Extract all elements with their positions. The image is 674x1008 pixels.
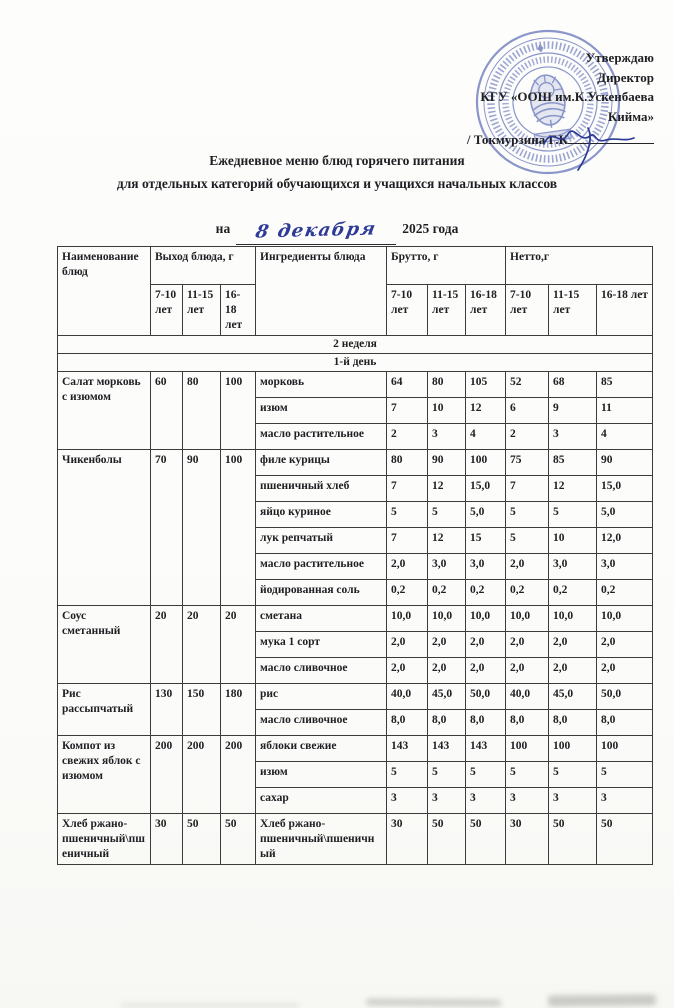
ingredient-name-cell: изюм	[256, 761, 387, 787]
output-value-cell: 30	[151, 813, 183, 864]
output-value-cell: 100	[221, 371, 256, 449]
output-value-cell: 50	[183, 813, 221, 864]
brutto-value-cell: 40,0	[387, 683, 428, 709]
ingredient-row	[58, 813, 653, 864]
netto-value-cell: 5	[549, 501, 597, 527]
header-age-group: 7-10 лет	[151, 285, 183, 336]
netto-value-cell: 30	[506, 813, 549, 864]
brutto-value-cell: 10	[428, 397, 466, 423]
title-line-1: Ежедневное меню блюд горячего питания	[209, 153, 465, 168]
netto-value-cell: 10,0	[506, 605, 549, 631]
dish-name-cell: Чикенболы	[58, 449, 151, 605]
netto-value-cell: 3	[506, 787, 549, 813]
netto-value-cell: 5	[597, 761, 653, 787]
approval-line: КГУ «ООШ им.К.Ускенбаева	[480, 89, 654, 104]
output-value-cell: 200	[221, 735, 256, 813]
output-value-cell: 200	[151, 735, 183, 813]
ingredient-name-cell: яблоки свежие	[256, 735, 387, 761]
netto-value-cell: 2,0	[506, 553, 549, 579]
brutto-value-cell: 3	[387, 787, 428, 813]
netto-value-cell: 11	[597, 397, 653, 423]
netto-value-cell: 0,2	[597, 579, 653, 605]
ingredient-name-cell: Хлеб ржано-пшеничный\пшеничный	[256, 813, 387, 864]
ingredient-name-cell: изюм	[256, 397, 387, 423]
menu-table	[57, 246, 653, 865]
output-value-cell: 20	[151, 605, 183, 683]
netto-value-cell: 3	[549, 423, 597, 449]
brutto-value-cell: 45,0	[428, 683, 466, 709]
output-value-cell: 70	[151, 449, 183, 605]
netto-value-cell: 2,0	[597, 631, 653, 657]
dish-name-cell: Соус сметанный	[58, 605, 151, 683]
header-age-group: 16-18 лет	[466, 285, 506, 336]
brutto-value-cell: 15,0	[466, 475, 506, 501]
header-netto: Нетто,г	[506, 247, 653, 285]
brutto-value-cell: 5	[428, 501, 466, 527]
ingredient-name-cell: сахар	[256, 787, 387, 813]
header-age-group: 16-18 лет	[597, 285, 653, 336]
brutto-value-cell: 5	[387, 761, 428, 787]
dish-name-cell: Хлеб ржано-пшеничный\пшеничный	[58, 813, 151, 864]
ingredient-row	[58, 605, 653, 631]
output-value-cell: 50	[221, 813, 256, 864]
netto-value-cell: 2,0	[506, 631, 549, 657]
handwritten-date: 8 декабря	[254, 218, 379, 243]
ingredient-row	[58, 449, 653, 475]
netto-value-cell: 5	[506, 527, 549, 553]
brutto-value-cell: 30	[387, 813, 428, 864]
netto-value-cell: 2,0	[597, 657, 653, 683]
header-age-group: 11-15 лет	[183, 285, 221, 336]
approval-line: Директор	[597, 69, 654, 85]
netto-value-cell: 75	[506, 449, 549, 475]
day-row	[58, 353, 653, 371]
date-line	[0, 213, 674, 245]
netto-value-cell: 10	[549, 527, 597, 553]
brutto-value-cell: 10,0	[428, 605, 466, 631]
brutto-value-cell: 2,0	[466, 657, 506, 683]
brutto-value-cell: 3,0	[466, 553, 506, 579]
netto-value-cell: 7	[506, 475, 549, 501]
brutto-value-cell: 8,0	[466, 709, 506, 735]
netto-value-cell: 85	[549, 449, 597, 475]
scan-smudge	[366, 999, 501, 1007]
brutto-value-cell: 3	[466, 787, 506, 813]
ingredient-name-cell: сметана	[256, 605, 387, 631]
netto-value-cell: 15,0	[597, 475, 653, 501]
netto-value-cell: 100	[549, 735, 597, 761]
signature-line	[568, 143, 654, 144]
week-row-label: 2 неделя	[58, 335, 653, 353]
brutto-value-cell: 10,0	[387, 605, 428, 631]
header-brutto: Брутто, г	[387, 247, 506, 285]
approval-line: Кийма»	[607, 108, 654, 124]
brutto-value-cell: 12	[428, 475, 466, 501]
netto-value-cell: 4	[597, 423, 653, 449]
output-value-cell: 20	[221, 605, 256, 683]
brutto-value-cell: 5	[387, 501, 428, 527]
brutto-value-cell: 2,0	[387, 657, 428, 683]
scan-smudge	[548, 994, 656, 1006]
output-value-cell: 80	[183, 371, 221, 449]
ingredient-name-cell: филе курицы	[256, 449, 387, 475]
netto-value-cell: 3,0	[549, 553, 597, 579]
brutto-value-cell: 0,2	[466, 579, 506, 605]
header-age-group: 16-18 лет	[221, 285, 256, 336]
brutto-value-cell: 2	[387, 423, 428, 449]
brutto-value-cell: 15	[466, 527, 506, 553]
netto-value-cell: 8,0	[597, 709, 653, 735]
netto-value-cell: 0,2	[506, 579, 549, 605]
brutto-value-cell: 12	[428, 527, 466, 553]
ingredient-name-cell: мука 1 сорт	[256, 631, 387, 657]
ingredient-row	[58, 735, 653, 761]
output-value-cell: 20	[183, 605, 221, 683]
ingredient-name-cell: пшеничный хлеб	[256, 475, 387, 501]
header-age-group: 7-10 лет	[387, 285, 428, 336]
netto-value-cell: 5,0	[597, 501, 653, 527]
day-row-label: 1-й день	[58, 353, 653, 371]
brutto-value-cell: 0,2	[428, 579, 466, 605]
brutto-value-cell: 2,0	[387, 631, 428, 657]
approval-line: Утверждаю	[585, 50, 654, 65]
netto-value-cell: 2,0	[549, 631, 597, 657]
brutto-value-cell: 64	[387, 371, 428, 397]
netto-value-cell: 100	[506, 735, 549, 761]
header-age-group: 11-15 лет	[428, 285, 466, 336]
ingredient-name-cell: масло сливочное	[256, 709, 387, 735]
brutto-value-cell: 4	[466, 423, 506, 449]
brutto-value-cell: 50,0	[466, 683, 506, 709]
header-age-group: 11-15 лет	[549, 285, 597, 336]
netto-value-cell: 9	[549, 397, 597, 423]
netto-value-cell: 5	[549, 761, 597, 787]
ingredient-name-cell: йодированная соль	[256, 579, 387, 605]
netto-value-cell: 2,0	[549, 657, 597, 683]
output-value-cell: 200	[183, 735, 221, 813]
document-title	[0, 150, 674, 244]
date-underline	[236, 214, 396, 246]
brutto-value-cell: 50	[466, 813, 506, 864]
brutto-value-cell: 12	[466, 397, 506, 423]
output-value-cell: 90	[183, 449, 221, 605]
brutto-value-cell: 8,0	[387, 709, 428, 735]
netto-value-cell: 50	[597, 813, 653, 864]
brutto-value-cell: 3	[428, 423, 466, 449]
date-prefix: на	[215, 220, 231, 236]
dish-name-cell: Салат морковь с изюмом	[58, 371, 151, 449]
netto-value-cell: 50,0	[597, 683, 653, 709]
approval-block	[354, 48, 654, 150]
netto-value-cell: 90	[597, 449, 653, 475]
brutto-value-cell: 80	[428, 371, 466, 397]
netto-value-cell: 50	[549, 813, 597, 864]
brutto-value-cell: 50	[428, 813, 466, 864]
date-suffix: 2025 года	[402, 220, 459, 236]
brutto-value-cell: 143	[466, 735, 506, 761]
brutto-value-cell: 100	[466, 449, 506, 475]
netto-value-cell: 68	[549, 371, 597, 397]
output-value-cell: 180	[221, 683, 256, 735]
title-line-2: для отдельных категорий обучающихся и учащихся начальных классов	[116, 175, 558, 191]
brutto-value-cell: 8,0	[428, 709, 466, 735]
netto-value-cell: 0,2	[549, 579, 597, 605]
netto-value-cell: 10,0	[549, 605, 597, 631]
brutto-value-cell: 5	[428, 761, 466, 787]
netto-value-cell: 40,0	[506, 683, 549, 709]
brutto-value-cell: 2,0	[428, 657, 466, 683]
netto-value-cell: 8,0	[506, 709, 549, 735]
brutto-value-cell: 7	[387, 397, 428, 423]
brutto-value-cell: 5	[466, 761, 506, 787]
header-output: Выход блюда, г	[151, 247, 256, 285]
brutto-value-cell: 105	[466, 371, 506, 397]
ingredient-row	[58, 683, 653, 709]
brutto-value-cell: 7	[387, 527, 428, 553]
netto-value-cell: 12	[549, 475, 597, 501]
netto-value-cell: 3	[597, 787, 653, 813]
ingredient-name-cell: лук репчатый	[256, 527, 387, 553]
header-age-group: 7-10 лет	[506, 285, 549, 336]
ingredient-name-cell: яйцо куриное	[256, 501, 387, 527]
dish-name-cell: Компот из свежих яблок с изюмом	[58, 735, 151, 813]
netto-value-cell: 5	[506, 761, 549, 787]
netto-value-cell: 2	[506, 423, 549, 449]
netto-value-cell: 8,0	[549, 709, 597, 735]
brutto-value-cell: 0,2	[387, 579, 428, 605]
netto-value-cell: 45,0	[549, 683, 597, 709]
brutto-value-cell: 2,0	[428, 631, 466, 657]
signature-row	[354, 130, 654, 150]
brutto-value-cell: 2,0	[466, 631, 506, 657]
ingredient-name-cell: масло растительное	[256, 553, 387, 579]
ingredient-name-cell: рис	[256, 683, 387, 709]
netto-value-cell: 100	[597, 735, 653, 761]
netto-value-cell: 5	[506, 501, 549, 527]
ingredient-name-cell: морковь	[256, 371, 387, 397]
netto-value-cell: 85	[597, 371, 653, 397]
netto-value-cell: 52	[506, 371, 549, 397]
netto-value-cell: 3,0	[597, 553, 653, 579]
output-value-cell: 100	[221, 449, 256, 605]
ingredient-name-cell: масло растительное	[256, 423, 387, 449]
header-ingredients: Ингредиенты блюда	[256, 247, 387, 336]
output-value-cell: 60	[151, 371, 183, 449]
netto-value-cell: 6	[506, 397, 549, 423]
brutto-value-cell: 143	[387, 735, 428, 761]
header-dish-name: Наименование блюд	[58, 247, 151, 336]
output-value-cell: 130	[151, 683, 183, 735]
brutto-value-cell: 143	[428, 735, 466, 761]
netto-value-cell: 3	[549, 787, 597, 813]
brutto-value-cell: 5,0	[466, 501, 506, 527]
brutto-value-cell: 2,0	[387, 553, 428, 579]
netto-value-cell: 2,0	[506, 657, 549, 683]
netto-value-cell: 12,0	[597, 527, 653, 553]
scan-smudge	[120, 1003, 300, 1008]
director-name: / Токмурзина Г.К	[466, 132, 568, 147]
netto-value-cell: 10,0	[597, 605, 653, 631]
brutto-value-cell: 80	[387, 449, 428, 475]
brutto-value-cell: 10,0	[466, 605, 506, 631]
output-value-cell: 150	[183, 683, 221, 735]
brutto-value-cell: 90	[428, 449, 466, 475]
week-row	[58, 335, 653, 353]
brutto-value-cell: 3	[428, 787, 466, 813]
brutto-value-cell: 3,0	[428, 553, 466, 579]
dish-name-cell: Рис рассыпчатый	[58, 683, 151, 735]
ingredient-row	[58, 371, 653, 397]
brutto-value-cell: 7	[387, 475, 428, 501]
menu-table-body	[58, 335, 653, 864]
ingredient-name-cell: масло сливочное	[256, 657, 387, 683]
